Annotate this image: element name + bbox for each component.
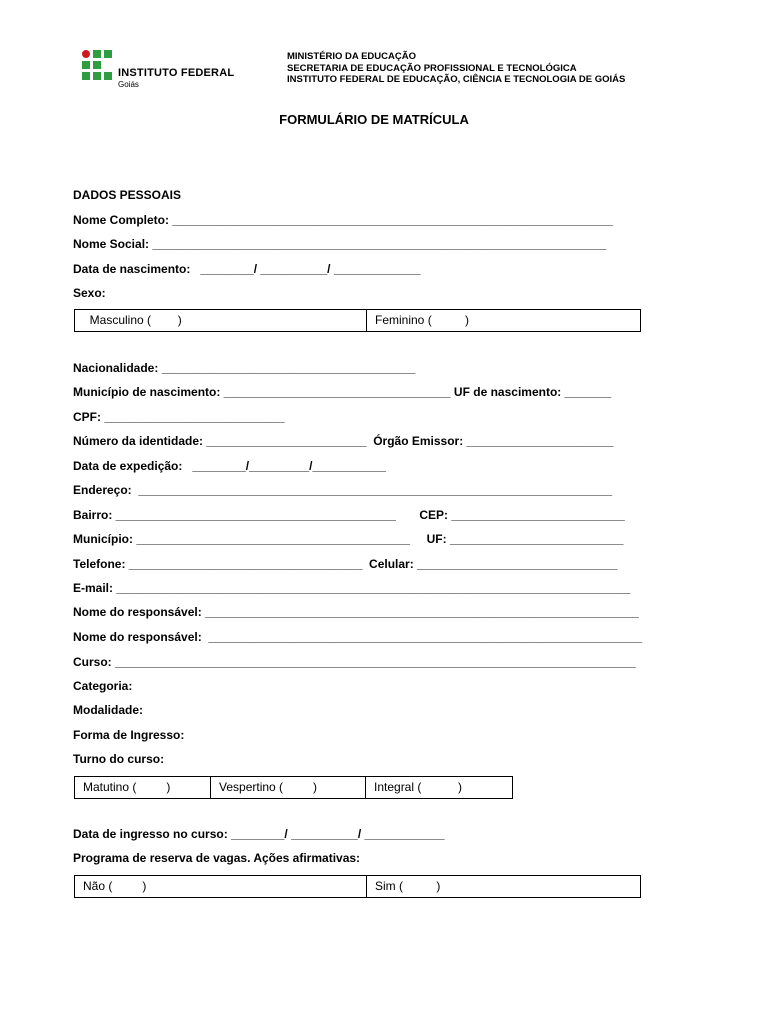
option-vespertino[interactable]: Vespertino ( ): [211, 777, 366, 798]
field-data-nascimento[interactable]: Data de nascimento: ________/ __________/ _____________: [73, 262, 421, 276]
option-matutino[interactable]: Matutino ( ): [75, 777, 211, 798]
option-sim[interactable]: Sim ( ): [375, 879, 441, 893]
field-email[interactable]: E-mail: _____________________________________________________________________________: [73, 581, 631, 595]
logo-grid-icon: [82, 50, 112, 80]
field-programa-reserva: Programa de reserva de vagas. Ações afirmativas:: [73, 851, 361, 865]
turno-options-table: [74, 776, 513, 799]
field-cpf[interactable]: CPF: ___________________________: [73, 410, 285, 424]
field-identidade[interactable]: Número da identidade: ________________________ Órgão Emissor: ______________________: [73, 434, 614, 448]
logo-title: INSTITUTO FEDERAL: [118, 67, 235, 79]
header-line-1: MINISTÉRIO DA EDUCAÇÃO: [287, 51, 416, 62]
form-title: FORMULÁRIO DE MATRÍCULA: [279, 112, 469, 127]
option-feminino[interactable]: Feminino ( ): [375, 313, 470, 327]
option-masculino[interactable]: Masculino ( ): [75, 310, 367, 331]
field-bairro[interactable]: Bairro: __________________________________________ CEP: __________________________: [73, 508, 625, 522]
logo-subtitle: Goiás: [118, 80, 139, 89]
institute-logo: [80, 46, 240, 92]
field-telefone[interactable]: Telefone: ___________________________________ Celular: ______________________________: [73, 557, 618, 571]
field-responsavel-2[interactable]: Nome do responsável: _________________________________________________________________: [73, 630, 643, 644]
field-responsavel-1[interactable]: Nome do responsável: _________________________________________________________________: [73, 605, 639, 619]
field-nome-social[interactable]: Nome Social: ____________________________________________________________________: [73, 237, 607, 251]
header-text: [287, 51, 625, 86]
option-integral[interactable]: Integral ( ): [374, 780, 463, 794]
field-data-expedicao[interactable]: Data de expedição: ________/_________/___________: [73, 459, 386, 473]
section-title: DADOS PESSOAIS: [73, 188, 182, 202]
option-nao[interactable]: Não ( ): [75, 876, 367, 897]
field-categoria[interactable]: Categoria:: [73, 679, 133, 693]
header-line-3: INSTITUTO FEDERAL DE EDUCAÇÃO, CIÊNCIA E TECNOLOGIA DE GOIÁS: [287, 74, 626, 85]
header-line-2: SECRETARIA DE EDUCAÇÃO PROFISSIONAL E TECNOLÓGICA: [287, 62, 577, 74]
field-nome-completo[interactable]: Nome Completo: __________________________________________________________________: [73, 213, 613, 227]
field-forma-ingresso[interactable]: Forma de Ingresso:: [73, 728, 185, 742]
field-endereco[interactable]: Endereço: _______________________________________________________________________: [73, 483, 613, 497]
field-nacionalidade[interactable]: Nacionalidade: ______________________________________: [73, 361, 416, 375]
sexo-options-table: [74, 309, 641, 332]
field-turno-label: Turno do curso:: [73, 752, 165, 766]
reserva-options-table: [74, 875, 641, 898]
field-municipio-nascimento[interactable]: Município de nascimento: __________________________________ UF de nascimento: _______: [73, 385, 612, 399]
field-municipio[interactable]: Município: _________________________________________ UF: __________________________: [73, 532, 624, 546]
field-sexo-label: Sexo:: [73, 286, 106, 300]
field-curso[interactable]: Curso: ______________________________________________________________________________: [73, 655, 636, 669]
field-modalidade[interactable]: Modalidade:: [73, 703, 144, 717]
field-data-ingresso[interactable]: Data de ingresso no curso: ________/ __________/ ____________: [73, 827, 445, 841]
